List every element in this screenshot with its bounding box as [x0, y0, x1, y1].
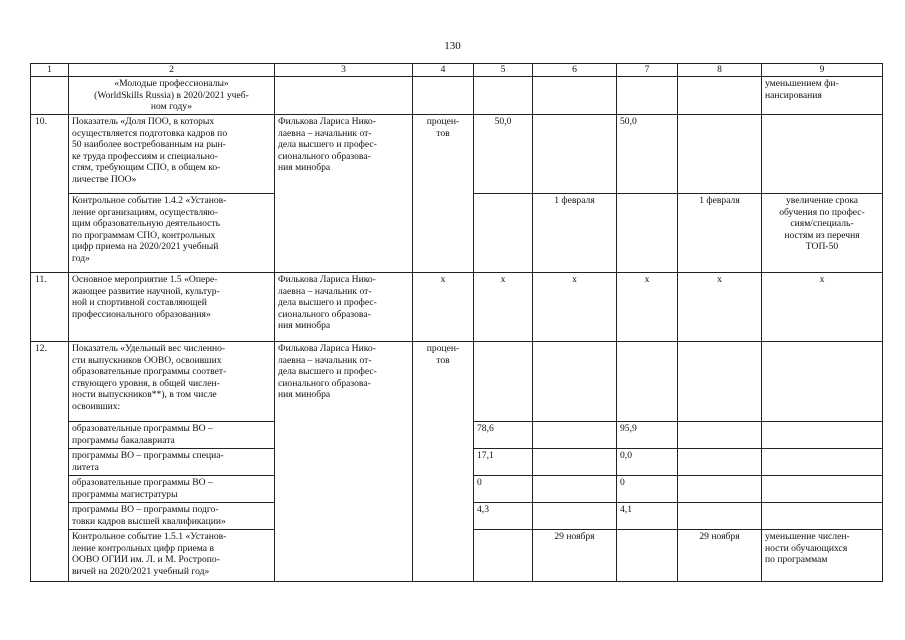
- header-cell-5: 5: [474, 64, 533, 77]
- consequence-cell: уменьшение числен- ности обучающихся по программам: [762, 530, 883, 582]
- date-cell: [678, 342, 762, 422]
- value-cell: x: [474, 273, 533, 342]
- control-event-cell: Контрольное событие 1.5.1 «Установ- ление контрольных цифр приема в ООВО ОГИИ им. Л. и М. Ростропо- вичей на 2020/2021 учебный год»: [69, 530, 275, 582]
- consequence-cell: [762, 476, 883, 503]
- date-cell: [533, 115, 617, 194]
- indicator-cell: Показатель «Доля ПОО, в которых осуществляется подготовка кадров по 50 наиболее востребованным на рын- ке труда профессиям и специально- стям, требующим СПО, в общем ко- личестве ПОО»: [69, 115, 275, 194]
- date-cell: x: [678, 273, 762, 342]
- value-cell: [474, 342, 533, 422]
- value-cell: [474, 530, 533, 582]
- date-cell: [533, 342, 617, 422]
- control-event-cell: Контрольное событие 1.4.2 «Установ- ление организациям, осуществляю- щим образовательную деятельность по программам СПО, контрольных цифр приема на 2020/2021 учебный год»: [69, 194, 275, 273]
- page-number: 130: [444, 40, 461, 52]
- table-row: [31, 115, 883, 194]
- table-row: [31, 273, 883, 342]
- indicator-cell: программы ВО – программы специа- литета: [69, 449, 275, 476]
- date-cell: [678, 476, 762, 503]
- value-cell: x: [617, 273, 678, 342]
- date-cell: [533, 476, 617, 503]
- date-cell: 1 февраля: [678, 194, 762, 273]
- value-cell: 50,0: [617, 115, 678, 194]
- indicator-cell: Основное мероприятие 1.5 «Опере- жающее развитие научной, культур- ной и спортивной составляющей профессионального образования»: [69, 273, 275, 342]
- row-number-cell: 10.: [31, 115, 69, 273]
- value-cell: 78,6: [474, 422, 533, 449]
- indicator-cell: программы ВО – программы подго- товки кадров высшей квалификации»: [69, 503, 275, 530]
- table-row: [31, 77, 883, 115]
- header-cell-2: 2: [69, 64, 275, 77]
- value-cell: 17,1: [474, 449, 533, 476]
- responsible-cell: [275, 77, 413, 115]
- header-cell-3: 3: [275, 64, 413, 77]
- unit-cell: процен- тов: [413, 115, 474, 273]
- header-cell-7: 7: [617, 64, 678, 77]
- consequence-cell: [762, 449, 883, 476]
- header-cell-1: 1: [31, 64, 69, 77]
- row-number-cell: 12.: [31, 342, 69, 582]
- header-cell-4: 4: [413, 64, 474, 77]
- table-row: [31, 342, 883, 422]
- date-cell: 1 февраля: [533, 194, 617, 273]
- header-cell-8: 8: [678, 64, 762, 77]
- consequence-cell: [762, 115, 883, 194]
- indicator-cell: образовательные программы ВО – программы бакалавриата: [69, 422, 275, 449]
- value-cell: 4,3: [474, 503, 533, 530]
- row-number-cell: 11.: [31, 273, 69, 342]
- header-cell-6: 6: [533, 64, 617, 77]
- date-cell: [678, 422, 762, 449]
- date-cell: [533, 77, 617, 115]
- date-cell: x: [533, 273, 617, 342]
- header-cell-9: 9: [762, 64, 883, 77]
- value-cell: 0,0: [617, 449, 678, 476]
- indicator-cell: «Молодые профессионалы» (WorldSkills Russia) в 2020/2021 учеб- ном году»: [69, 77, 275, 115]
- value-cell: [474, 77, 533, 115]
- unit-cell: [413, 77, 474, 115]
- value-cell: 4,1: [617, 503, 678, 530]
- value-cell: 0: [474, 476, 533, 503]
- header-row: [31, 64, 883, 77]
- value-cell: 95,9: [617, 422, 678, 449]
- date-cell: 29 ноября: [678, 530, 762, 582]
- value-cell: 50,0: [474, 115, 533, 194]
- indicator-cell: Показатель «Удельный вес численно- сти выпускников ООВО, освоивших образовательные программы соответ- ствующего уровня, в общей числен- ности выпускников**), в том числе освоивших:: [69, 342, 275, 422]
- date-cell: [678, 449, 762, 476]
- date-cell: [678, 115, 762, 194]
- consequence-cell: [762, 422, 883, 449]
- activity-table: [30, 63, 883, 582]
- responsible-cell: Филькова Лариса Нико- лаевна – начальник от- дела высшего и профес- сионального образова- ния минобра: [275, 115, 413, 273]
- responsible-cell: Филькова Лариса Нико- лаевна – начальник от- дела высшего и профес- сионального образова- ния минобра: [275, 342, 413, 582]
- row-number-cell: [31, 77, 69, 115]
- date-cell: [533, 503, 617, 530]
- date-cell: [678, 77, 762, 115]
- unit-cell: x: [413, 273, 474, 342]
- value-cell: [617, 342, 678, 422]
- consequence-cell: [762, 342, 883, 422]
- date-cell: [533, 449, 617, 476]
- value-cell: [474, 194, 533, 273]
- value-cell: 0: [617, 476, 678, 503]
- value-cell: [617, 530, 678, 582]
- consequence-cell: увеличение срока обучения по профес- сиям/специаль- ностям из перечня ТОП-50: [762, 194, 883, 273]
- consequence-cell: x: [762, 273, 883, 342]
- indicator-cell: образовательные программы ВО – программы магистратуры: [69, 476, 275, 503]
- value-cell: [617, 77, 678, 115]
- date-cell: [533, 422, 617, 449]
- responsible-cell: Филькова Лариса Нико- лаевна – начальник от- дела высшего и профес- сионального образова- ния минобра: [275, 273, 413, 342]
- consequence-cell: уменьшением фи- нансирования: [762, 77, 883, 115]
- value-cell: [617, 194, 678, 273]
- consequence-cell: [762, 503, 883, 530]
- date-cell: 29 ноября: [533, 530, 617, 582]
- unit-cell: процен- тов: [413, 342, 474, 582]
- date-cell: [678, 503, 762, 530]
